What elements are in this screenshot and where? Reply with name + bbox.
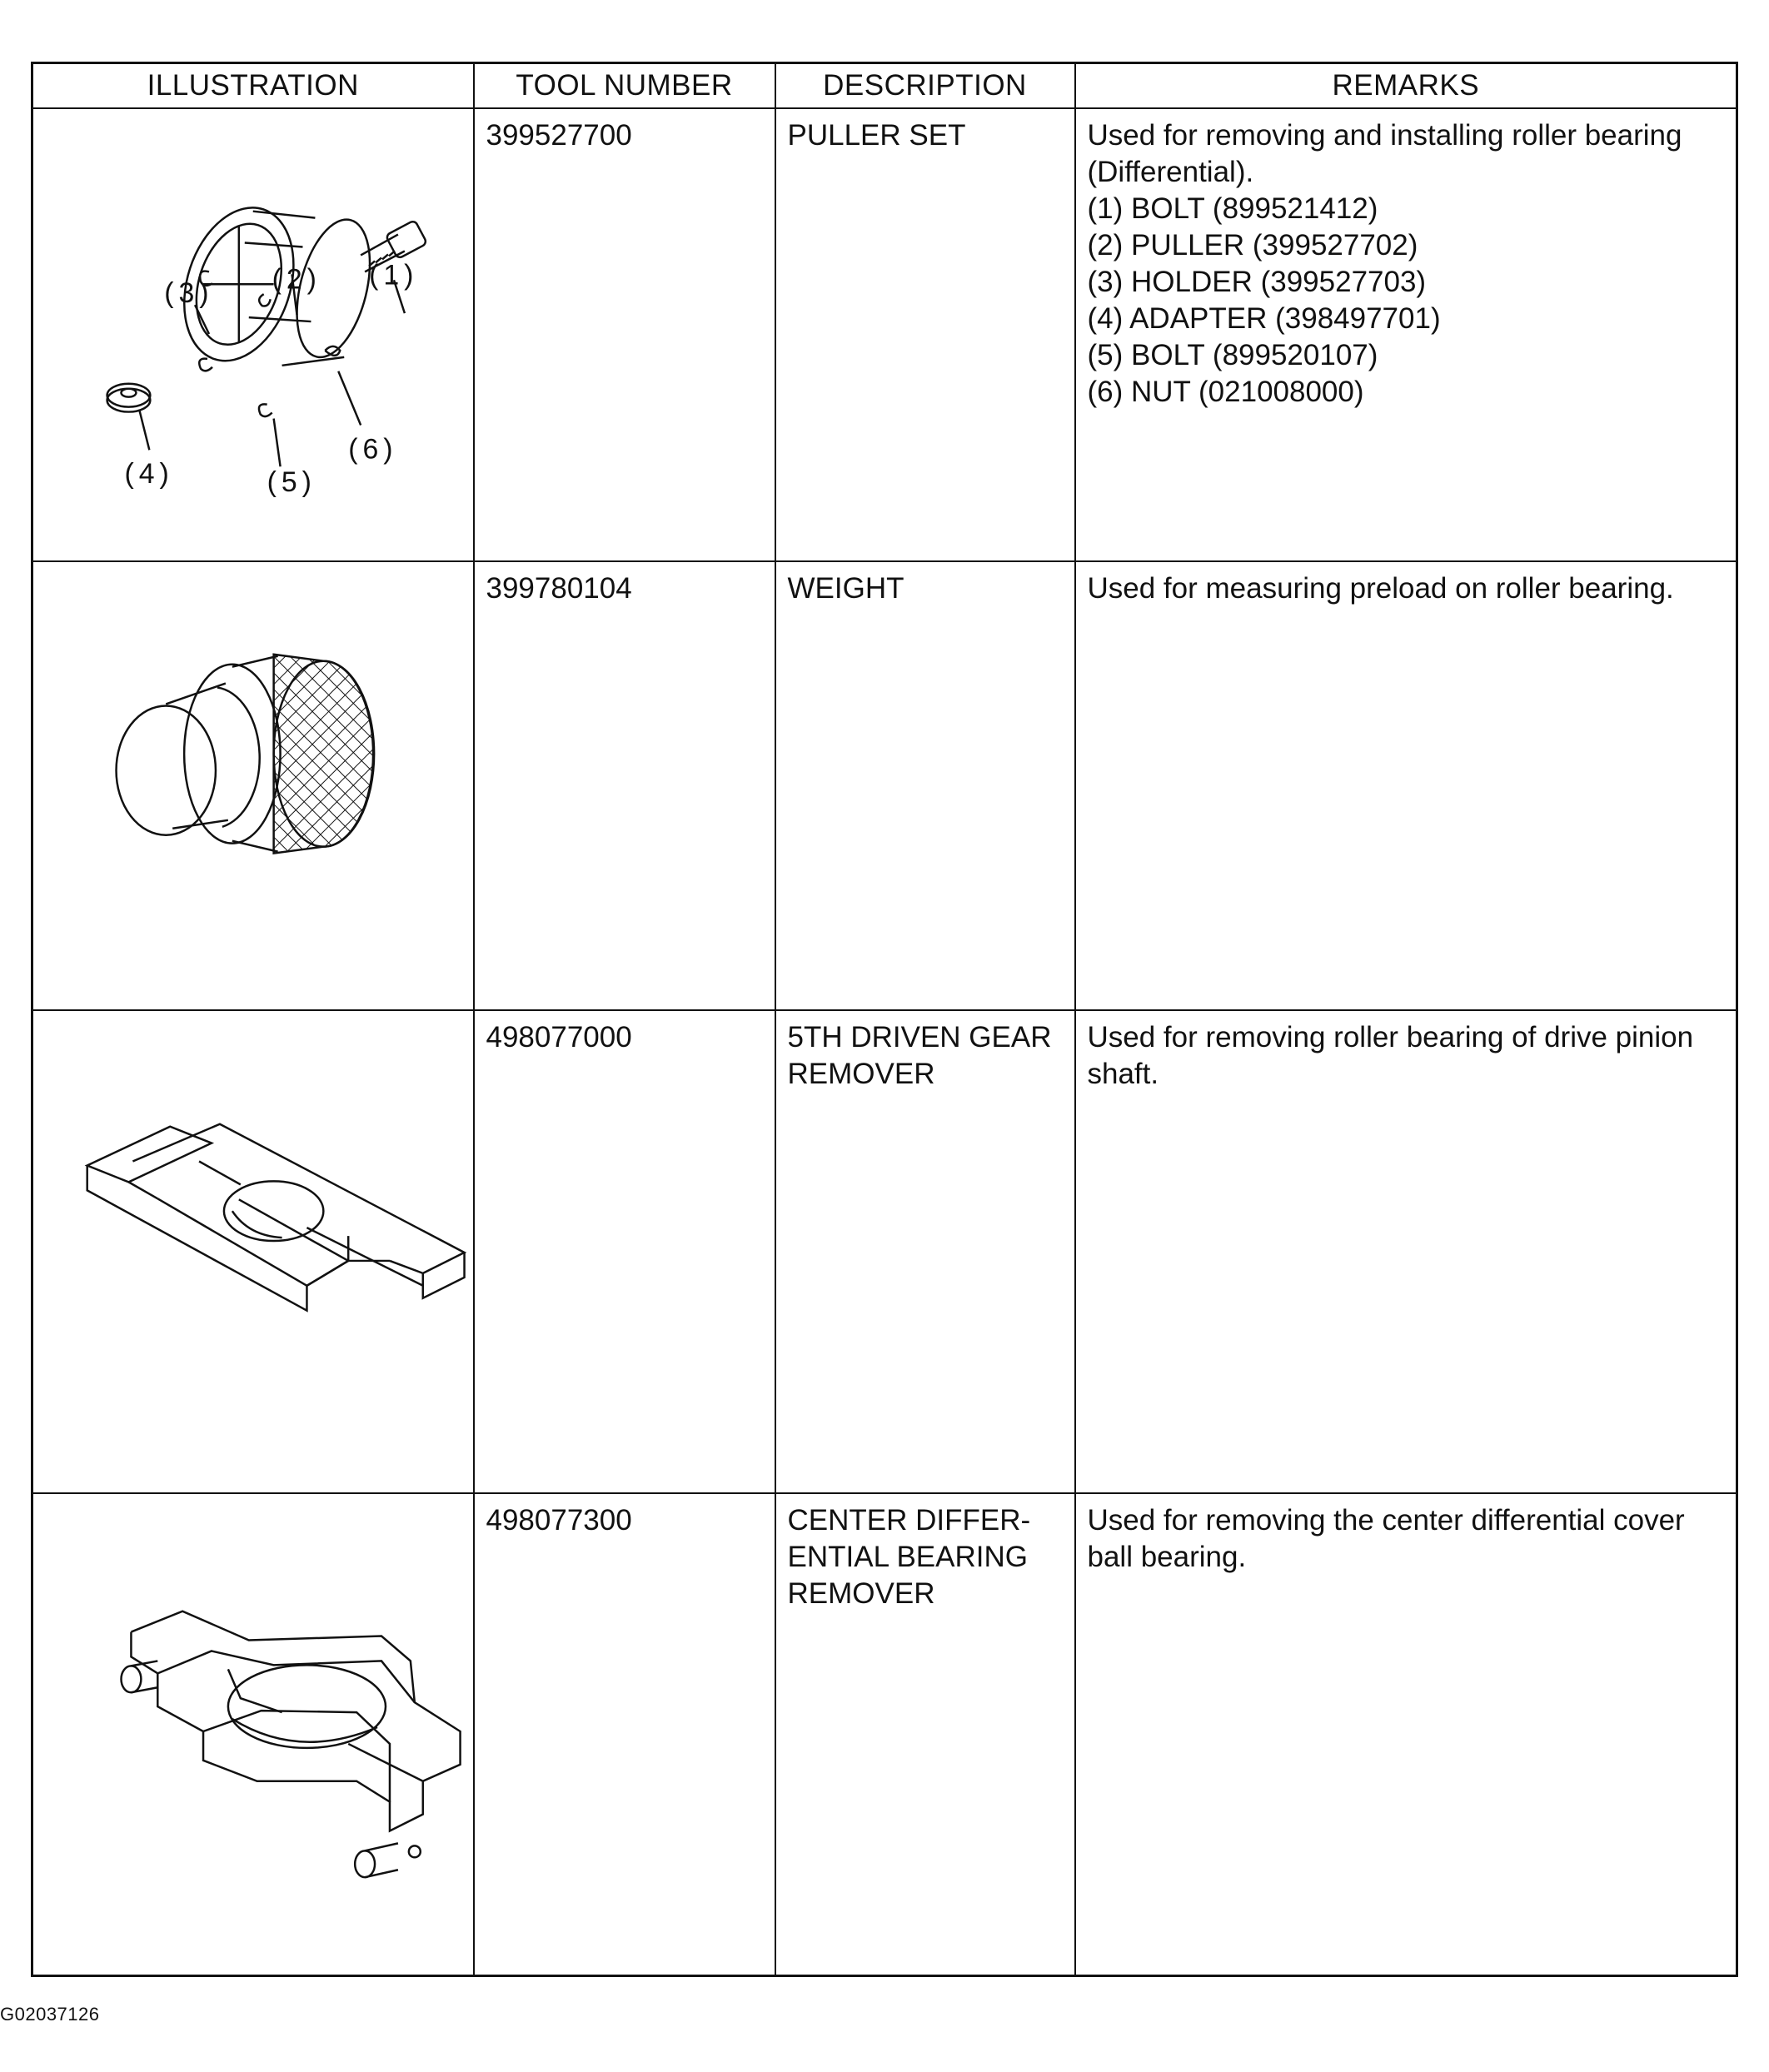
remarks-cell [1075,108,1737,561]
table-row [32,561,1737,1010]
description-line: ENTIAL BEARING [787,1540,1028,1573]
remarks-line: Used for removing the center differential cover [1087,1503,1685,1537]
tool-number-cell [474,1010,775,1492]
table-row [32,108,1737,561]
special-tools-table [31,62,1738,1977]
header-illustration: ILLUSTRATION [32,63,474,109]
description-cell [775,108,1075,561]
callout-5: (5) [267,466,316,499]
description-line: CENTER DIFFER- [787,1503,1031,1537]
remarks-line: shaft. [1087,1058,1159,1091]
remarks-line: (Differential). [1087,156,1254,188]
puller-set-illustration [33,109,473,559]
remarks-line: Used for removing roller bearing of drive pinion [1087,1021,1694,1054]
callout-2: (2) [272,263,321,296]
callout-1: (1) [369,259,419,291]
remarks-line: Used for removing and installing roller bearing [1087,119,1682,152]
tool-number-cell [474,1493,775,1976]
remarks-line: (3) HOLDER (399527703) [1087,266,1427,298]
table-row [32,1493,1737,1976]
remarks-line: (2) PULLER (399527702) [1087,229,1418,261]
description: PULLER SET [787,119,966,152]
tool-number: 498077300 [486,1503,632,1537]
figure-code: G02037126 [0,2004,100,2025]
gear-remover-illustration [33,1011,473,1490]
callout-4: (4) [124,458,174,491]
remarks-line: (5) BOLT (899520107) [1087,339,1378,371]
description-cell [775,561,1075,1010]
remarks-cell [1075,561,1737,1010]
illustration-cell [32,561,474,1010]
remarks-cell [1075,1493,1737,1976]
remarks-line: (4) ADAPTER (398497701) [1087,302,1441,335]
description: WEIGHT [787,572,904,605]
remarks-text [1076,1494,1737,1576]
illustration-cell [32,1493,474,1976]
remarks-text [1076,109,1737,411]
tool-number: 399780104 [486,572,632,605]
header-remarks: REMARKS [1075,63,1737,109]
weight-illustration [33,562,473,1008]
description [776,1494,1074,1612]
header-tool-number: TOOL NUMBER [474,63,775,109]
illustration-cell [32,108,474,561]
remarks-cell [1075,1010,1737,1492]
remarks-line: ball bearing. [1087,1540,1247,1573]
header-row [32,63,1737,109]
bearing-remover-illustration [33,1494,473,1973]
description-line: REMOVER [787,1576,935,1610]
callout-6: (6) [348,433,398,466]
header-description: DESCRIPTION [775,63,1075,109]
description: 5TH DRIVEN GEAR REMOVER [787,1021,1052,1091]
remarks-text [1076,562,1737,607]
callout-3: (3) [164,277,214,310]
illustration-cell [32,1010,474,1492]
remarks-line: Used for measuring preload on roller bearing. [1087,572,1674,605]
description-cell [775,1493,1075,1976]
tool-number-cell [474,561,775,1010]
remarks-line: (6) NUT (021008000) [1087,376,1364,408]
remarks-line: (1) BOLT (899521412) [1087,192,1378,225]
table-row [32,1010,1737,1492]
description-cell [775,1010,1075,1492]
tool-number: 498077000 [486,1021,632,1054]
remarks-text [1076,1011,1737,1093]
tool-number: 399527700 [486,119,632,152]
tool-number-cell [474,108,775,561]
